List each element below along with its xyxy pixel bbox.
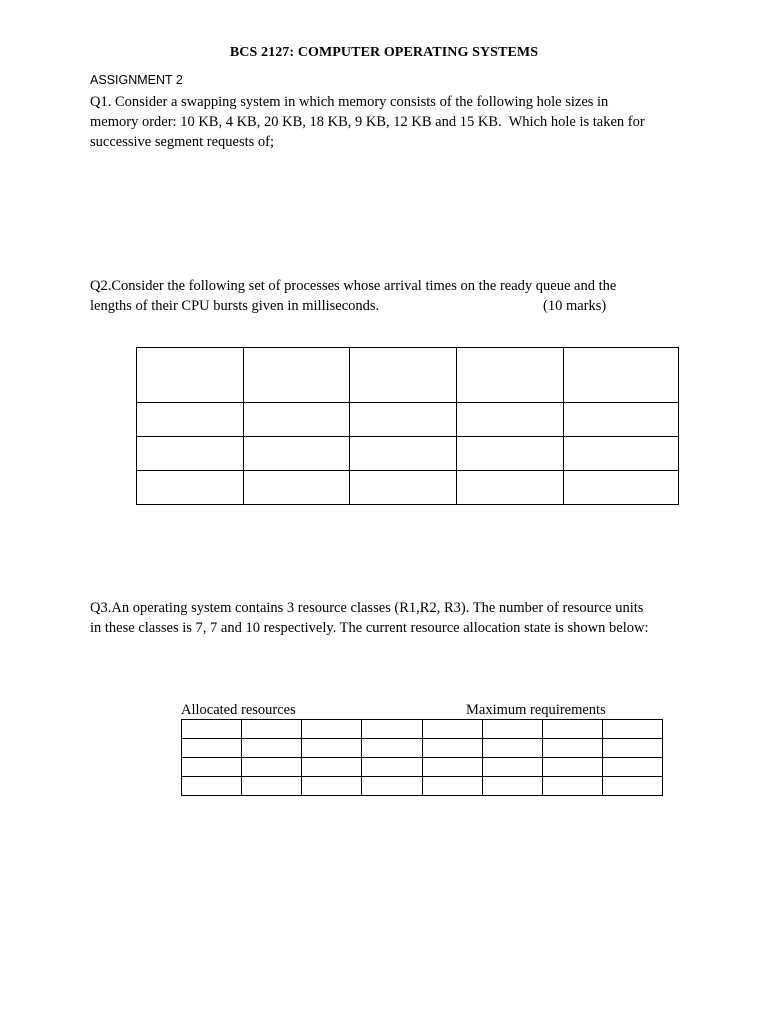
table-cell bbox=[243, 348, 349, 403]
table-cell bbox=[362, 777, 422, 796]
table-cell bbox=[137, 403, 244, 437]
table-row bbox=[182, 777, 663, 796]
table-cell bbox=[602, 739, 662, 758]
table-cell bbox=[422, 777, 482, 796]
table-cell bbox=[242, 777, 302, 796]
process-table bbox=[136, 347, 679, 505]
table-cell bbox=[302, 739, 362, 758]
table-row bbox=[182, 720, 663, 739]
table-row bbox=[137, 437, 679, 471]
table-cell bbox=[457, 471, 564, 505]
table-cell bbox=[422, 739, 482, 758]
table-cell bbox=[457, 403, 564, 437]
table-cell bbox=[182, 739, 242, 758]
table-row bbox=[137, 348, 679, 403]
table-row bbox=[182, 758, 663, 777]
question-3 bbox=[90, 598, 690, 638]
table-cell bbox=[182, 758, 242, 777]
table-cell bbox=[349, 348, 457, 403]
question-3-line: in these classes is 7, 7 and 10 respectively. The current resource allocation state is shown below: bbox=[90, 620, 649, 636]
table-cell bbox=[302, 758, 362, 777]
table-cell bbox=[482, 758, 542, 777]
table-cell bbox=[302, 777, 362, 796]
question-1-line: Q1. Consider a swapping system in which memory consists of the following hole sizes in bbox=[90, 94, 609, 110]
table-cell bbox=[182, 720, 242, 739]
table-cell bbox=[602, 720, 662, 739]
question-1 bbox=[90, 92, 690, 152]
table-cell bbox=[243, 471, 349, 505]
table-cell bbox=[243, 403, 349, 437]
table-cell bbox=[542, 739, 602, 758]
table-cell bbox=[482, 739, 542, 758]
table-cell bbox=[137, 471, 244, 505]
table-cell bbox=[457, 348, 564, 403]
table-cell bbox=[137, 437, 244, 471]
table-cell bbox=[302, 720, 362, 739]
document-title: BCS 2127: COMPUTER OPERATING SYSTEMS bbox=[229, 45, 539, 60]
table-cell bbox=[482, 777, 542, 796]
table-cell bbox=[542, 720, 602, 739]
resource-allocation-table bbox=[181, 719, 663, 796]
table-cell bbox=[362, 758, 422, 777]
assignment-label: ASSIGNMENT 2 bbox=[90, 73, 183, 87]
table-cell bbox=[542, 777, 602, 796]
table-cell bbox=[564, 348, 679, 403]
maximum-requirements-label: Maximum requirements bbox=[466, 702, 606, 718]
table-row bbox=[137, 403, 679, 437]
table-cell bbox=[349, 403, 457, 437]
question-2-marks: (10 marks) bbox=[543, 298, 607, 314]
table-cell bbox=[362, 720, 422, 739]
table-cell bbox=[422, 758, 482, 777]
table-cell bbox=[482, 720, 542, 739]
table-row bbox=[182, 739, 663, 758]
table-cell bbox=[564, 471, 679, 505]
table-cell bbox=[564, 437, 679, 471]
table-cell bbox=[542, 758, 602, 777]
table-cell bbox=[242, 758, 302, 777]
table-cell bbox=[564, 403, 679, 437]
question-1-line: memory order: 10 KB, 4 KB, 20 KB, 18 KB, 9 KB, 12 KB and 15 KB. Which hole is taken for bbox=[90, 114, 645, 130]
question-2-line: lengths of their CPU bursts given in milliseconds. bbox=[90, 298, 380, 314]
table-cell bbox=[182, 777, 242, 796]
table-cell bbox=[242, 739, 302, 758]
table-cell bbox=[602, 758, 662, 777]
table-cell bbox=[349, 437, 457, 471]
table-cell bbox=[602, 777, 662, 796]
allocated-resources-label: Allocated resources bbox=[181, 702, 296, 718]
table-cell bbox=[243, 437, 349, 471]
table-cell bbox=[242, 720, 302, 739]
table-cell bbox=[457, 437, 564, 471]
table-cell bbox=[422, 720, 482, 739]
table-cell bbox=[137, 348, 244, 403]
question-3-line: Q3.An operating system contains 3 resource classes (R1,R2, R3). The number of resource units bbox=[90, 600, 644, 616]
table-cell bbox=[349, 471, 457, 505]
question-1-line: successive segment requests of; bbox=[90, 134, 275, 150]
table-row bbox=[137, 471, 679, 505]
table-cell bbox=[362, 739, 422, 758]
question-2-line: Q2.Consider the following set of processes whose arrival times on the ready queue and the bbox=[90, 278, 617, 294]
